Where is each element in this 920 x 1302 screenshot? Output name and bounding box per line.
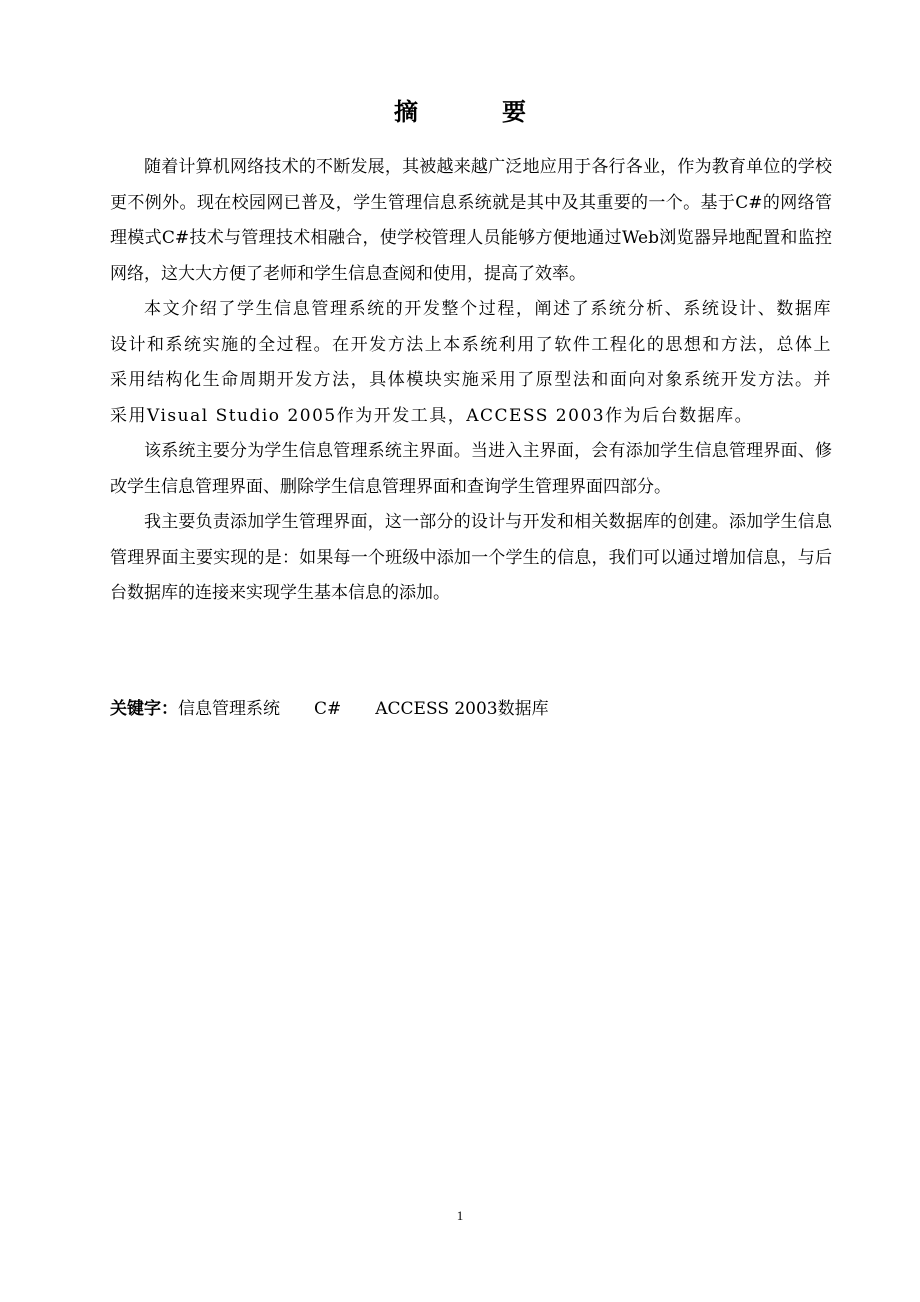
keywords-label: 关键字： bbox=[110, 699, 178, 719]
keyword-item: C# bbox=[314, 699, 342, 719]
keyword-item: 信息管理系统 bbox=[178, 699, 280, 719]
page-number: 1 bbox=[456, 1208, 464, 1223]
keywords-line bbox=[110, 694, 549, 724]
abstract-paragraph-4: 我主要负责添加学生管理界面，这一部分的设计与开发和相关数据库的创建。添加学生信息管理界面主要实现的是：如果每一个班级中添加一个学生的信息，我们可以通过增加信息，与后台数据库的连接来实现学生基本信息的添加。 bbox=[110, 512, 832, 603]
page-title: 摘 要 bbox=[394, 98, 556, 126]
keyword-item: ACCESS 2003数据库 bbox=[375, 699, 549, 719]
abstract-paragraph-1: 随着计算机网络技术的不断发展，其被越来越广泛地应用于各行各业，作为教育单位的学校更不例外。现在校园网已普及，学生管理信息系统就是其中及其重要的一个。基于C#的网络管理模式C#技术与管理技术相融合，使学校管理人员能够方便地通过Web浏览器异地配置和监控网络，这大大方便了老师和学生信息查阅和使用，提高了效率。 bbox=[110, 157, 832, 284]
abstract-paragraph-3: 该系统主要分为学生信息管理系统主界面。当进入主界面，会有添加学生信息管理界面、修改学生信息管理界面、删除学生信息管理界面和查询学生管理界面四部分。 bbox=[110, 441, 832, 497]
abstract-paragraph-2: 本文介绍了学生信息管理系统的开发整个过程，阐述了系统分析、系统设计、数据库设计和系统实施的全过程。在开发方法上本系统利用了软件工程化的思想和方法，总体上采用结构化生命周期开发方法，具体模块实施采用了原型法和面向对象系统开发方法。并采用Visual Studio 2005作为开发工具，ACCESS 2003作为后台数据库。 bbox=[110, 299, 832, 426]
abstract-body bbox=[110, 150, 832, 612]
